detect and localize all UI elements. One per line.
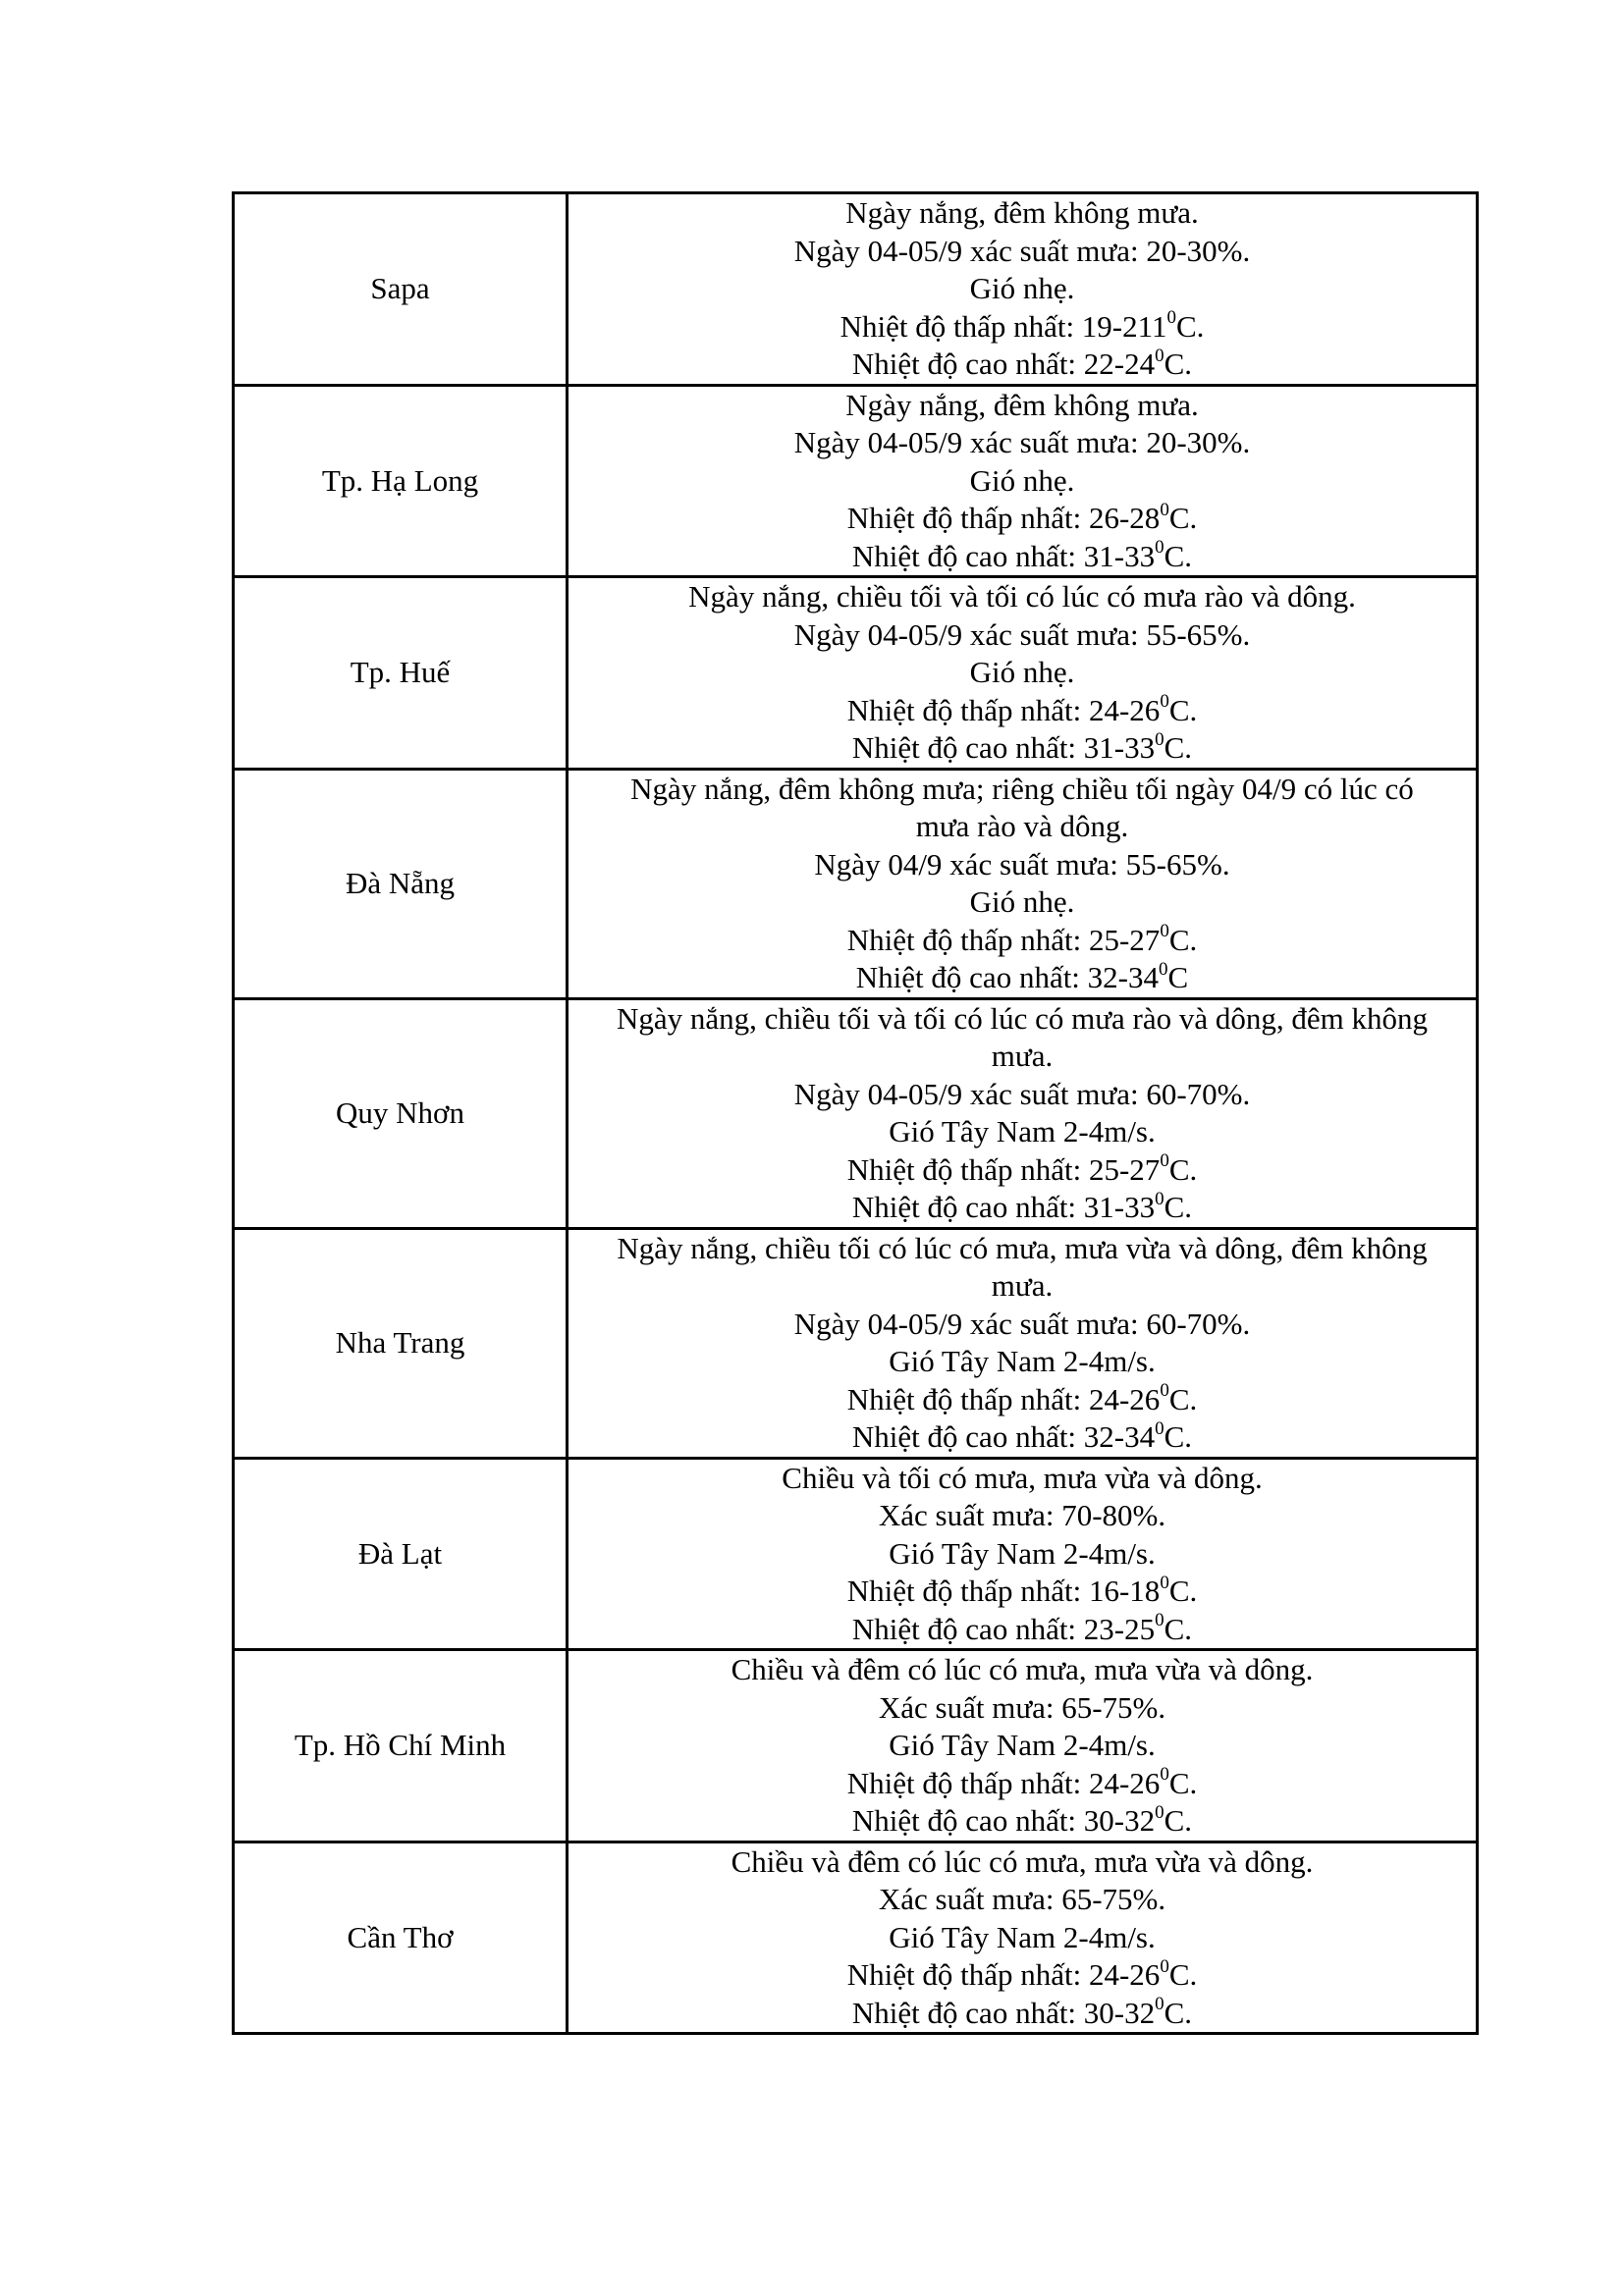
min-temperature-value: Nhiệt độ thấp nhất: 24-26 <box>846 1381 1161 1416</box>
city-cell <box>234 193 568 386</box>
degree-mark: 0 <box>1155 1610 1164 1631</box>
table-row <box>234 998 1478 1228</box>
table-row <box>234 769 1478 998</box>
max-temperature-line <box>568 1189 1476 1227</box>
city-cell <box>234 1228 568 1458</box>
forecast-line: Gió nhẹ. <box>969 462 1075 498</box>
city-cell <box>234 1650 568 1842</box>
temperature-unit: C. <box>1168 692 1198 727</box>
forecast-line: Ngày 04-05/9 xác suất mưa: 20-30%. <box>793 425 1251 459</box>
forecast-line: Ngày nắng, đêm không mưa. <box>845 195 1199 230</box>
forecast-cell <box>568 769 1478 998</box>
forecast-line: Ngày nắng, chiều tối có lúc có mưa, mưa vừa và dông, đêm không <box>617 1230 1428 1265</box>
city-name: Nha Trang <box>335 1324 465 1360</box>
city-name: Tp. Hồ Chí Minh <box>294 1728 507 1762</box>
forecast-line: Xác suất mưa: 65-75%. <box>878 1882 1166 1916</box>
forecast-line: Gió Tây Nam 2-4m/s. <box>889 1728 1156 1762</box>
min-temperature-line <box>568 1381 1476 1419</box>
forecast-line: mưa. <box>991 1039 1054 1073</box>
forecast-cell <box>568 1228 1478 1458</box>
temperature-unit: C. <box>1168 501 1198 535</box>
forecast-line: Ngày 04-05/9 xác suất mưa: 55-65%. <box>793 616 1251 652</box>
degree-mark: 0 <box>1160 1955 1169 1977</box>
city-name: Đà Lạt <box>357 1535 443 1571</box>
table-row <box>234 577 1478 770</box>
table-row <box>234 1458 1478 1650</box>
forecast-line: Ngày 04/9 xác suất mưa: 55-65%. <box>814 846 1230 881</box>
forecast-line: Xác suất mưa: 65-75%. <box>878 1689 1166 1725</box>
min-temperature-value: Nhiệt độ thấp nhất: 19-211 <box>839 308 1167 344</box>
degree-mark: 0 <box>1155 728 1164 750</box>
city-name: Tp. Huế <box>350 655 451 689</box>
min-temperature-line <box>568 1956 1476 1995</box>
max-temperature-line <box>568 1802 1476 1841</box>
min-temperature-value: Nhiệt độ thấp nhất: 16-18 <box>846 1574 1161 1608</box>
forecast-line: Chiều và tối có mưa, mưa vừa và dông. <box>782 1460 1263 1495</box>
forecast-cell <box>568 385 1478 577</box>
max-temperature-line <box>568 346 1476 384</box>
forecast-line: Ngày 04-05/9 xác suất mưa: 60-70%. <box>793 1076 1251 1111</box>
min-temperature-value: Nhiệt độ thấp nhất: 24-26 <box>846 1957 1161 1992</box>
max-temperature-value: Nhiệt độ cao nhất: 32-34 <box>851 1419 1156 1454</box>
degree-mark: 0 <box>1155 1801 1164 1823</box>
temperature-unit: C. <box>1168 1574 1198 1608</box>
max-temperature-value: Nhiệt độ cao nhất: 30-32 <box>851 1995 1156 2030</box>
max-temperature-line <box>568 538 1476 576</box>
temperature-unit: C. <box>1168 1381 1198 1416</box>
min-temperature-line <box>568 308 1476 347</box>
city-name: Cần Thơ <box>347 1919 454 1954</box>
forecast-line: Gió Tây Nam 2-4m/s. <box>889 1919 1156 1954</box>
degree-mark: 0 <box>1155 1188 1164 1209</box>
forecast-line: Ngày nắng, chiều tối và tối có lúc có mưa rào và dông. <box>688 579 1356 614</box>
min-temperature-line <box>568 692 1476 730</box>
forecast-line: Ngày 04-05/9 xác suất mưa: 20-30%. <box>793 233 1251 268</box>
degree-mark: 0 <box>1155 1994 1164 2015</box>
city-cell <box>234 1458 568 1650</box>
forecast-cell <box>568 1842 1478 2034</box>
max-temperature-line <box>568 1995 1476 2033</box>
city-name: Quy Nhơn <box>336 1095 464 1130</box>
city-cell <box>234 998 568 1228</box>
table-row <box>234 193 1478 386</box>
min-temperature-line <box>568 500 1476 538</box>
min-temperature-value: Nhiệt độ thấp nhất: 26-28 <box>846 501 1161 535</box>
temperature-unit: C. <box>1168 1957 1198 1992</box>
forecast-line: Ngày nắng, đêm không mưa. <box>845 387 1199 422</box>
forecast-cell <box>568 998 1478 1228</box>
forecast-cell <box>568 1458 1478 1650</box>
forecast-line: Chiều và đêm có lúc có mưa, mưa vừa và dông. <box>731 1652 1314 1686</box>
max-temperature-value: Nhiệt độ cao nhất: 32-34 <box>855 960 1159 994</box>
forecast-line: Gió nhẹ. <box>969 271 1075 305</box>
degree-mark: 0 <box>1160 499 1169 520</box>
min-temperature-value: Nhiệt độ thấp nhất: 25-27 <box>846 922 1161 957</box>
forecast-line: Ngày 04-05/9 xác suất mưa: 60-70%. <box>793 1306 1251 1341</box>
forecast-cell <box>568 577 1478 770</box>
degree-mark: 0 <box>1155 345 1164 366</box>
min-temperature-line <box>568 1573 1476 1611</box>
degree-mark: 0 <box>1159 958 1168 980</box>
max-temperature-line <box>568 1418 1476 1457</box>
max-temperature-value: Nhiệt độ cao nhất: 30-32 <box>851 1803 1156 1838</box>
forecast-line: Ngày nắng, chiều tối và tối có lúc có mưa rào và dông, đêm không <box>616 1000 1429 1036</box>
city-name: Đà Nẵng <box>345 865 456 900</box>
max-temperature-value: Nhiệt độ cao nhất: 31-33 <box>851 730 1156 765</box>
temperature-unit: C. <box>1164 538 1193 573</box>
max-temperature-value: Nhiệt độ cao nhất: 23-25 <box>851 1611 1156 1646</box>
degree-mark: 0 <box>1155 1417 1164 1439</box>
min-temperature-line <box>568 922 1476 960</box>
temperature-unit: C. <box>1175 308 1205 344</box>
forecast-line: Chiều và đêm có lúc có mưa, mưa vừa và dông. <box>731 1843 1314 1879</box>
max-temperature-value: Nhiệt độ cao nhất: 31-33 <box>851 1190 1156 1224</box>
forecast-line: Gió nhẹ. <box>969 884 1075 919</box>
temperature-unit: C. <box>1164 1419 1193 1454</box>
temperature-unit: C. <box>1168 1765 1198 1800</box>
forecast-line: Ngày nắng, đêm không mưa; riêng chiều tối ngày 04/9 có lúc có <box>630 771 1414 806</box>
max-temperature-value: Nhiệt độ cao nhất: 22-24 <box>851 347 1156 381</box>
table-row <box>234 385 1478 577</box>
degree-mark: 0 <box>1160 1150 1169 1172</box>
table-row <box>234 1650 1478 1842</box>
temperature-unit: C. <box>1164 347 1193 381</box>
temperature-unit: C. <box>1164 730 1193 765</box>
min-temperature-value: Nhiệt độ thấp nhất: 24-26 <box>846 692 1161 727</box>
forecast-cell <box>568 193 1478 386</box>
weather-forecast-table <box>232 191 1479 2035</box>
min-temperature-value: Nhiệt độ thấp nhất: 24-26 <box>846 1765 1161 1800</box>
city-cell <box>234 577 568 770</box>
forecast-table-body <box>234 193 1478 2034</box>
city-cell <box>234 769 568 998</box>
temperature-unit: C <box>1167 960 1189 994</box>
forecast-line: Xác suất mưa: 70-80%. <box>878 1498 1166 1532</box>
temperature-unit: C. <box>1164 1803 1193 1838</box>
city-cell <box>234 385 568 577</box>
max-temperature-value: Nhiệt độ cao nhất: 31-33 <box>851 538 1156 573</box>
degree-mark: 0 <box>1160 691 1169 713</box>
max-temperature-line <box>568 959 1476 997</box>
degree-mark: 0 <box>1166 307 1176 329</box>
city-name: Sapa <box>370 271 430 305</box>
degree-mark: 0 <box>1160 921 1169 942</box>
table-row <box>234 1842 1478 2034</box>
forecast-cell <box>568 1650 1478 1842</box>
city-name: Tp. Hạ Long <box>321 462 479 498</box>
forecast-line: Gió nhẹ. <box>969 655 1075 689</box>
degree-mark: 0 <box>1155 537 1164 559</box>
forecast-line: Gió Tây Nam 2-4m/s. <box>889 1114 1156 1148</box>
table-row <box>234 1228 1478 1458</box>
forecast-line: Gió Tây Nam 2-4m/s. <box>889 1344 1156 1378</box>
temperature-unit: C. <box>1164 1190 1193 1224</box>
temperature-unit: C. <box>1164 1995 1193 2030</box>
degree-mark: 0 <box>1160 1764 1169 1786</box>
degree-mark: 0 <box>1160 1572 1169 1593</box>
min-temperature-line <box>568 1151 1476 1190</box>
forecast-line: mưa. <box>991 1268 1054 1303</box>
min-temperature-value: Nhiệt độ thấp nhất: 25-27 <box>846 1151 1161 1187</box>
temperature-unit: C. <box>1168 922 1198 957</box>
temperature-unit: C. <box>1168 1151 1198 1187</box>
city-cell <box>234 1842 568 2034</box>
forecast-line: mưa rào và dông. <box>915 809 1129 843</box>
min-temperature-line <box>568 1765 1476 1803</box>
temperature-unit: C. <box>1164 1611 1193 1646</box>
max-temperature-line <box>568 729 1476 768</box>
degree-mark: 0 <box>1160 1380 1169 1402</box>
forecast-line: Gió Tây Nam 2-4m/s. <box>889 1535 1156 1571</box>
max-temperature-line <box>568 1611 1476 1649</box>
